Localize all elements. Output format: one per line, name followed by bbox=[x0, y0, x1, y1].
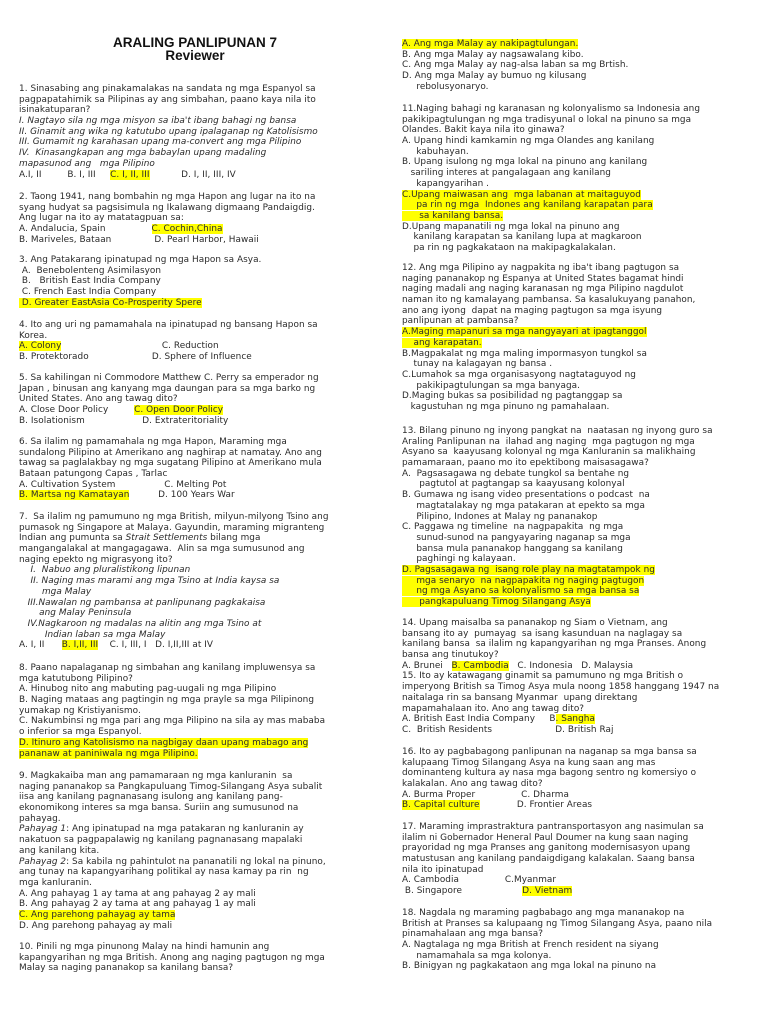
text-line: Korea. bbox=[19, 330, 48, 341]
highlighted-answer: A. Colony bbox=[19, 341, 62, 352]
text-line: mangangalakal at mangagagawa. Alin sa mga sumusunod ang bbox=[19, 544, 305, 555]
text-line: syang hudyat sa pagsisimula ng Ikalawang digmaang Pandaigdig. bbox=[19, 202, 315, 213]
question-block bbox=[19, 512, 329, 651]
question-block bbox=[402, 39, 628, 92]
text-line: Ang lugar na ito ay matatagpuan sa: bbox=[19, 213, 184, 224]
title-heading: ARALING PANLIPUNAN 7 bbox=[112, 35, 277, 50]
text-line bbox=[402, 714, 719, 725]
text-line bbox=[19, 490, 322, 501]
text-line: 3. Ang Patakarang ipinatupad ng mga Hapon sa Asya. bbox=[19, 255, 262, 265]
text-line bbox=[19, 910, 326, 921]
text-line: bansa mula pananakop hanggang sa kanilang bbox=[402, 543, 623, 554]
text-segment: Pahayag 2 bbox=[19, 856, 67, 867]
text-line: prayoridad ng mga Pranses ang ganitong modernisasyon upang bbox=[402, 843, 691, 854]
text-line: United States. Ano ang tawag dito? bbox=[19, 394, 178, 405]
text-line: C. British Residents D. British Raj bbox=[402, 724, 614, 735]
text-segment: Indian laban sa mga Malay bbox=[19, 629, 166, 640]
text-segment: bilang mga bbox=[207, 533, 261, 544]
highlighted-answer: A. Ang mga Malay ay nakipagtulungan. bbox=[402, 39, 579, 49]
text-segment: A. Brunei bbox=[402, 660, 452, 671]
text-line bbox=[19, 587, 329, 598]
question-block bbox=[402, 747, 697, 811]
text-line: magtatalakay ng mga patakaran at epekto sa mga bbox=[402, 500, 645, 511]
highlighted-answer: mga senaryo na nagpapakita ng naging pagtugon bbox=[402, 575, 645, 586]
text-segment: I. Nabuo ang pluralistikong lipunan bbox=[19, 565, 191, 576]
text-line: tunay na kalagayan ng bansa . bbox=[402, 359, 553, 370]
highlighted-answer: C. I, II, III bbox=[110, 169, 150, 180]
text-line: C. Nakumbinsi ng mga pari ang mga Pilipino na sila ay mas mababa bbox=[19, 716, 326, 727]
highlighted-answer: A.Maging mapanuri sa mga nangyayari at ipagtanggol bbox=[402, 327, 647, 338]
text-line: A. Hinubog nito ang mabuting pag-uugali ng mga Pilipino bbox=[19, 684, 277, 695]
highlighted-answer: . Sangha bbox=[555, 714, 595, 725]
highlighted-answer: B. I,II, III bbox=[61, 640, 99, 651]
text-line: dominanteng kultura ay nasa mga bagong sentro ng komersiyo o bbox=[402, 768, 697, 779]
text-line: 13. Bilang pinuno ng inyong pangkat na naatasan ng inyong guro sa bbox=[402, 426, 713, 436]
text-line: mga kanluranin. bbox=[19, 877, 93, 888]
text-line bbox=[19, 598, 329, 609]
text-line: 12. Ang mga Pilipino ay nagpakita ng iba't ibang pagtugon sa bbox=[402, 263, 680, 273]
text-line: kagustuhan ng mga pinuno ng pamahalaan. bbox=[402, 401, 610, 412]
text-line: 18. Nagdala ng maraming pagbabago ang mga mananakop na bbox=[402, 908, 685, 918]
highlighted-answer: pa rin ng mga Indones ang kanilang karapatan para bbox=[402, 200, 653, 211]
text-line: naitalaga rin sa bansang Myanmar upang direktang bbox=[402, 692, 638, 703]
text-segment: III.Nawalan ng pambansa at panlipunang pagkakaisa bbox=[19, 597, 266, 608]
question-block bbox=[19, 84, 318, 180]
text-line bbox=[19, 137, 318, 148]
text-line: Olandes. Bakit kaya nila ito ginawa? bbox=[402, 125, 565, 136]
text-line: nila ito ipinatupad bbox=[402, 864, 484, 875]
text-line: naging epekto ng migrasyong ito? bbox=[19, 554, 173, 565]
text-line bbox=[19, 619, 329, 630]
highlighted-answer: ng mga Asyano sa kolonyalismo sa mga bansa sa bbox=[402, 586, 640, 597]
text-line: B. Naging mataas ang pagtingin ng mga prayle sa mga Pilipinong bbox=[19, 695, 315, 706]
text-line: ekonomikong interes sa mga bansa. Suriin ang sumusunod na bbox=[19, 803, 299, 814]
text-line: 16. Ito ay pagbabagong panlipunan na naganap sa mga bansa sa bbox=[402, 747, 697, 757]
text-segment: ang Malay Peninsula bbox=[19, 608, 132, 619]
text-line bbox=[19, 127, 318, 138]
text-line: C. Ang mga Malay ay nag-alsa laban sa mg Brtish. bbox=[402, 60, 629, 71]
question-block bbox=[402, 263, 695, 413]
text-line bbox=[402, 338, 695, 349]
text-line: ang tunay na kapangyarihang politikal ay nasa kamay pa rin ng bbox=[19, 867, 309, 878]
text-segment: I. Nagtayo sila ng mga misyon sa iba't ibang bahagi ng bansa bbox=[19, 116, 297, 127]
highlighted-answer: C. Ang parehong pahayag ay tama bbox=[19, 909, 176, 920]
text-line: 6. Sa ilalim ng pamamahala ng mga Hapon, Maraming mga bbox=[19, 437, 287, 447]
text-line: ilalim ni Gobernador Heneral Paul Doumer na kung saan naging bbox=[402, 832, 689, 843]
text-line: D.Upang mapanatili ng mga lokal na pinuno ang bbox=[402, 221, 620, 232]
question-block bbox=[402, 908, 712, 972]
highlighted-answer: D. Vietnam bbox=[522, 886, 573, 897]
text-segment: IV. Kinasangkapan ang mga babaylan upang madaling bbox=[19, 148, 267, 159]
highlighted-answer: ang karapatan. bbox=[402, 337, 482, 348]
text-line: 4. Ito ang uri ng pamamahala na ipinatupad ng bansang Hapon sa bbox=[19, 320, 318, 330]
text-line bbox=[19, 738, 325, 749]
highlighted-answer: B. Cambodia bbox=[451, 660, 509, 671]
text-line: 1. Sinasabing ang pinakamalakas na sandata ng mga Espanyol sa bbox=[19, 84, 316, 94]
text-line: naging madali ang naging karanasan ng mga Pilipino nagdulot bbox=[402, 284, 684, 295]
question-block bbox=[402, 426, 713, 608]
text-line bbox=[19, 341, 318, 352]
text-line: B. Mariveles, Bataan D. Pearl Harbor, Hawaii bbox=[19, 234, 259, 245]
text-segment: Strait Settlements bbox=[125, 533, 208, 544]
text-line: A. Pagsasagawa ng debate tungkol sa bentahe ng bbox=[402, 468, 630, 479]
text-line: bansang ito ay pumayag sa isang kasunduan na naglagay sa bbox=[402, 628, 683, 639]
text-segment: C. I, III, I D. I,II,III at IV bbox=[98, 640, 214, 651]
text-line bbox=[19, 640, 329, 651]
text-line: B.Magpakalat ng mga maling impormasyon tungkol sa bbox=[402, 348, 647, 359]
highlighted-answer: D. Greater EastAsia Co-Prosperity Spere bbox=[19, 297, 202, 308]
highlighted-answer: C. Cochin,China bbox=[151, 224, 223, 235]
text-line bbox=[19, 576, 329, 587]
text-line: pahayag. bbox=[19, 813, 61, 824]
text-segment: A. British East India Company B bbox=[402, 714, 556, 725]
text-line: ang kanilang kita. bbox=[19, 845, 100, 856]
highlighted-answer: sa kanilang bansa. bbox=[402, 210, 504, 221]
text-line: 8. Paano napalaganap ng simbahan ang kanilang impluwensya sa bbox=[19, 663, 316, 673]
text-line bbox=[19, 824, 326, 835]
text-line: Malay sa naging pananakop sa kanilang bansa? bbox=[19, 963, 234, 974]
text-line: pakikipagtulungan sa mga banyaga. bbox=[402, 380, 581, 391]
text-segment: A. Close Door Policy bbox=[19, 405, 135, 416]
highlighted-answer: B. Martsa ng Kamatayan bbox=[19, 490, 130, 501]
text-segment: A. I, II bbox=[19, 640, 62, 651]
text-line: naging pananakop sa Pangkapuluang Timog-Silangang Asya subalit bbox=[19, 781, 323, 792]
text-segment: II. Naging mas marami ang mga Tsino at India kaysa sa bbox=[19, 576, 280, 587]
text-line: kapangyarihan ng mga British. Anong ang naging pagtugon ng mga bbox=[19, 952, 325, 963]
text-line: mapamahalaan ito. Ano ang tawag dito? bbox=[402, 703, 585, 714]
text-line: A. Ang pahayag 1 ay tama at ang pahayag 2 ay mali bbox=[19, 888, 256, 899]
text-line: A. Cambodia C.Myanmar bbox=[402, 875, 557, 886]
text-line: C. French East India Company bbox=[19, 287, 157, 298]
document-title bbox=[0, 36, 390, 62]
text-line: B. Ang mga Malay ay nagsawalang kibo. bbox=[402, 49, 584, 60]
text-line: D. Ang parehong pahayag ay mali bbox=[19, 920, 173, 931]
text-line: B. British East India Company bbox=[19, 276, 161, 287]
text-line: pagtutol at pagtangap sa kaayusang kolonyal bbox=[402, 479, 625, 490]
question-block bbox=[402, 618, 719, 736]
text-line: pumasok ng Singapore at Malaya. Gayundin, maraming migranteng bbox=[19, 522, 325, 533]
text-line: C. Paggawa ng timeline na nagpapakita ng mga bbox=[402, 522, 624, 533]
question-block bbox=[402, 104, 700, 254]
text-line bbox=[19, 857, 326, 868]
text-line: pakikipagtulungan ng mga tradisyunal o lokal na pinuno sa mga bbox=[402, 114, 692, 125]
text-line: sunud-sunod na pangyayaring naganap sa mga bbox=[402, 532, 631, 543]
text-line: yumakap ng Kristiyanismo. bbox=[19, 705, 141, 716]
text-segment: IV.Nagkaroon ng madalas na alitin ang mga Tsino at bbox=[19, 618, 262, 629]
text-line bbox=[19, 298, 261, 309]
text-line: 11.Naging bahagi ng karanasan ng kolonyalismo sa Indonesia ang bbox=[402, 104, 701, 114]
text-line: British at Pranses sa kalupaang ng Timog Silangang Asya, paano nila bbox=[402, 918, 713, 929]
text-line: 17. Maraming imprastraktura pantransportasyon ang nasimulan sa bbox=[402, 822, 704, 832]
text-line: C.Lumahok sa mga organisasyong nagtataguyod ng bbox=[402, 369, 636, 380]
text-line: bansa ang tinutukoy? bbox=[402, 650, 499, 661]
highlighted-answer: pananaw at paniniwala ng mga Pilipino. bbox=[19, 748, 198, 759]
text-line: 7. Sa ilalim ng pamumuno ng mga British, milyun-milyong Tsino ang bbox=[19, 512, 329, 522]
text-line: 9. Magkakaiba man ang pamamaraan ng mga kanluranin sa bbox=[19, 771, 293, 781]
text-line: A. Benebolenteng Asimilasyon bbox=[19, 265, 162, 276]
text-segment: : Ang ipinatupad na mga patakaran ng kanluranin ay bbox=[66, 824, 304, 835]
question-block bbox=[19, 437, 322, 501]
text-line bbox=[19, 749, 325, 760]
text-line: isinakatuparan? bbox=[19, 105, 91, 116]
text-line bbox=[19, 224, 315, 235]
text-line: sundalong Pilipino at Amerikano ang naghirap at namatay. Ano ang bbox=[19, 447, 322, 458]
question-block bbox=[402, 822, 704, 897]
question-block bbox=[19, 320, 318, 363]
text-line: A. Cultivation System C. Melting Pot bbox=[19, 479, 227, 490]
highlighted-answer: pangkapuluang Timog Silangang Asya bbox=[402, 597, 591, 607]
text-line: o inferior sa mga Espanyol. bbox=[19, 727, 142, 738]
text-line bbox=[402, 661, 719, 672]
text-line: ano ang iyong dapat na maging pagtugon sa mga isyung bbox=[402, 305, 663, 316]
text-line: D. Ang mga Malay ay bumuo ng kilusang bbox=[402, 71, 587, 82]
question-block bbox=[19, 192, 315, 245]
text-line: 10. Pinili ng mga pinunong Malay na hindi hamunin ang bbox=[19, 942, 270, 952]
text-line: panlipunan at pambansa? bbox=[402, 316, 519, 327]
text-line: kalupaang Timog Silangang Asya na kung saan ang mas bbox=[402, 757, 656, 768]
text-line bbox=[19, 148, 318, 159]
text-line: A. Upang hindi kamkamin ng mga Olandes ang kanilang bbox=[402, 136, 655, 147]
text-line: kanilang bansa sa ilalim ng kapangyarihan ng mga Pranses. Anong bbox=[402, 639, 707, 650]
text-line: pagpapatahimik sa Pilipinas ay ang simbahan, paano kaya nila ito bbox=[19, 94, 316, 105]
text-line: 14. Upang maisalba sa pananakop ng Siam o Vietnam, ang bbox=[402, 618, 668, 628]
question-block bbox=[19, 373, 319, 426]
text-line: Pilipino, Indones at Malay ng pananakop bbox=[402, 511, 598, 522]
text-line bbox=[402, 586, 713, 597]
title-subheading: Reviewer bbox=[165, 48, 225, 63]
text-line bbox=[19, 116, 318, 127]
text-line: A. Burma Proper C. Dharma bbox=[402, 789, 569, 800]
text-line bbox=[19, 565, 329, 576]
text-segment: D. I, II, III, IV bbox=[149, 169, 236, 180]
text-line bbox=[19, 608, 329, 619]
text-line: B. Protektorado D. Sphere of Influence bbox=[19, 352, 252, 363]
text-line bbox=[19, 159, 318, 170]
text-segment: Pahayag 1 bbox=[19, 824, 67, 835]
text-segment: : Sa kabila ng pahintulot na pananatili ng lokal na pinuno, bbox=[66, 856, 326, 867]
text-line: mga katutubong Pilipino? bbox=[19, 673, 133, 684]
text-line: namamahala sa mga kolonya. bbox=[402, 950, 552, 961]
text-segment: C. Reduction bbox=[61, 341, 219, 352]
text-segment: B. Singapore bbox=[402, 886, 523, 897]
text-line bbox=[19, 533, 329, 544]
text-line: pinamahalaan ang mga bansa? bbox=[402, 929, 543, 940]
text-line: Asyano sa kaayusang kolonyal ng mga Kanluranin sa malikhaing bbox=[402, 447, 696, 458]
text-line: paghingi ng kalayaan. bbox=[402, 554, 516, 565]
highlighted-answer: C. Open Door Policy bbox=[134, 405, 224, 416]
text-segment: A.I, II B. I, III bbox=[19, 169, 111, 180]
text-line: A. Nagtalaga ng mga British at French resident na siyang bbox=[402, 940, 659, 951]
text-line: kapangyarihan . bbox=[402, 178, 489, 189]
text-line: B. Upang isulong ng mga lokal na pinuno ang kanilang bbox=[402, 157, 648, 168]
text-line: kanilang karapatan sa kanilang lupa at magkaroon bbox=[402, 232, 642, 243]
text-line: B. Gumawa ng isang video presentations o podcast na bbox=[402, 490, 650, 501]
text-line: iisa ang kanilang pagnanasang isulong ang kanilang pang- bbox=[19, 792, 283, 803]
text-segment: mga Malay bbox=[19, 586, 92, 597]
text-segment: D. 100 Years War bbox=[129, 490, 235, 501]
text-line: kalakalan. Ano ang tawag dito? bbox=[402, 779, 543, 790]
text-line bbox=[402, 327, 695, 338]
text-segment: Indian ang pumunta sa bbox=[19, 533, 126, 544]
text-line: 15. Ito ay katawagang ginamit sa pamumuno ng mga British o bbox=[402, 671, 684, 682]
question-block bbox=[19, 663, 325, 759]
text-line: matustusan ang kanilang pandaigdigang kalakalan. Saang bansa bbox=[402, 854, 695, 865]
text-line: Japan , binusan ang kanyang mga daungan para sa mga barko ng bbox=[19, 383, 316, 394]
text-line: pa rin ng pagkakataon na makipagkalakalan. bbox=[402, 242, 616, 253]
text-line bbox=[19, 170, 318, 181]
text-line bbox=[402, 886, 704, 897]
text-line: B. Binigyan ng pagkakataon ang mga lokal na pinuno na bbox=[402, 961, 657, 972]
highlighted-answer: B. Capital culture bbox=[402, 800, 480, 811]
question-block bbox=[19, 255, 261, 308]
text-line bbox=[402, 200, 700, 211]
text-line bbox=[402, 565, 713, 576]
text-segment: II. Ginamit ang wika ng katutubo upang ipalaganap ng Katolisismo bbox=[19, 126, 318, 137]
text-line: sariling interes at pangalagaan ang kanilang bbox=[402, 168, 611, 179]
question-block bbox=[19, 942, 325, 974]
text-line: naging pananakop ng Espanya at United States bagamat hindi bbox=[402, 273, 684, 284]
text-line: tawag sa paglalakbay ng mga sugatang Pilipino at Amerikano mula bbox=[19, 458, 322, 469]
text-line: 5. Sa kahilingan ni Commodore Matthew C. Perry sa emperador ng bbox=[19, 373, 319, 383]
text-line bbox=[402, 576, 713, 587]
text-line bbox=[19, 405, 319, 416]
text-segment: D. Frontier Areas bbox=[479, 800, 593, 811]
text-line: B. Isolationism D. Extrateritoriality bbox=[19, 415, 229, 426]
text-line: B. Ang pahayag 2 ay tama at ang pahayag 1 ay mali bbox=[19, 899, 256, 910]
text-line bbox=[402, 211, 700, 222]
text-line bbox=[402, 597, 713, 608]
text-line: naman ito ng kamalayang pambansa. Sa kasalukuyang panahon, bbox=[402, 295, 696, 306]
text-line: Bataan patungong Capas , Tarlac bbox=[19, 469, 168, 480]
text-line: rebolusyonaryo. bbox=[402, 81, 489, 92]
text-line: Araling Panlipunan na ilahad ang naging mga pagtugon ng mga bbox=[402, 436, 695, 447]
text-segment: A. Andalucia, Spain bbox=[19, 224, 152, 235]
text-line: D.Maging bukas sa posibilidad ng pagtanggap sa bbox=[402, 391, 623, 402]
text-line bbox=[402, 800, 697, 811]
text-segment: III. Gumamit ng karahasan upang ma-convert ang mga Pilipino bbox=[19, 137, 302, 148]
text-line bbox=[402, 190, 700, 201]
text-line bbox=[19, 630, 329, 641]
text-line: imperyong British sa Timog Asya mula noong 1858 hanggang 1947 na bbox=[402, 682, 720, 693]
text-line: nakatuon sa pagpapalawig ng kanilang pagnanasang mapalaki bbox=[19, 835, 303, 846]
text-line: 2. Taong 1941, nang bombahin ng mga Hapon ang lugar na ito na bbox=[19, 192, 316, 202]
highlighted-answer: D. Itinuro ang Katolisismo na nagbigay daan upang mabago ang bbox=[19, 737, 309, 748]
text-line bbox=[402, 39, 628, 50]
highlighted-answer: D. Pagsasagawa ng isang role play na magtatampok ng bbox=[402, 564, 655, 575]
text-line: pamamaraan, paano mo ito epektibong maisasagawa? bbox=[402, 458, 649, 469]
question-block bbox=[19, 771, 326, 931]
highlighted-answer: C.Upang maiwasan ang mga labanan at maitaguyod bbox=[402, 189, 641, 200]
text-segment: mapasunod ang mga Pilipino bbox=[19, 158, 155, 169]
text-line: kabuhayan. bbox=[402, 146, 469, 157]
text-segment: C. Indonesia D. Malaysia bbox=[508, 660, 634, 671]
